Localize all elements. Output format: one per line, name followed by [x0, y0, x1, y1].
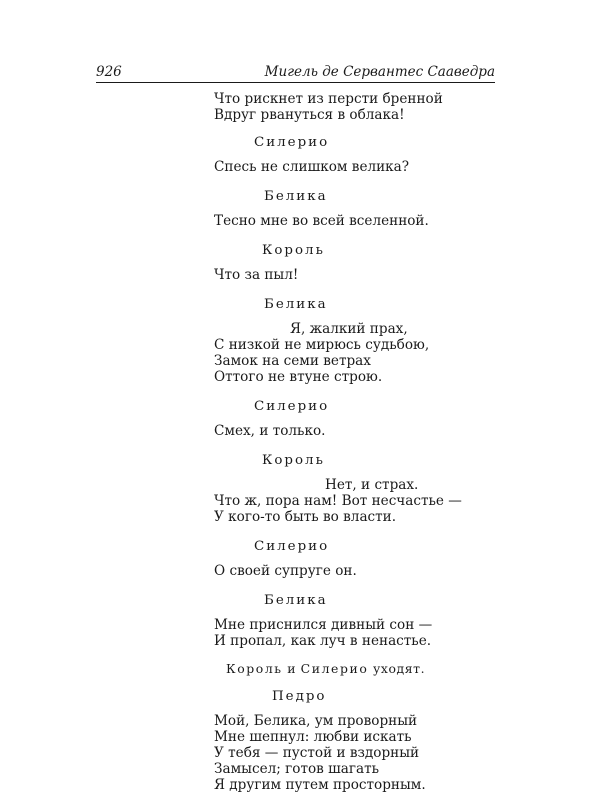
verse-line: Замысел; готов шагать: [214, 761, 380, 777]
verse-line: Что ж, пора нам! Вот несчастье —: [214, 493, 462, 509]
stage-direction: [226, 661, 504, 677]
verse-line: И пропал, как луч в ненастье.: [214, 633, 432, 649]
verse-line: Я другим путем просторным.: [214, 777, 426, 793]
verse-line: У кого-то быть во власти.: [214, 509, 397, 525]
page-header: [96, 64, 495, 84]
verse-line: Мой, Белика, ум проворный: [214, 713, 418, 729]
verse-line: Оттого не втуне строю.: [214, 369, 383, 385]
verse-line: О своей супруге он.: [214, 563, 357, 579]
verse-line: Замок на семи ветрах: [214, 353, 371, 369]
verse-line: Что рискнет из персти бренной: [214, 91, 443, 107]
verse-line: Что за пыл!: [214, 267, 299, 283]
running-title: Мигель де Сервантес Сааведра: [264, 64, 495, 80]
speaker-name: Силерио: [254, 135, 330, 150]
speaker-name: Силерио: [254, 399, 330, 414]
header-rule: [96, 82, 495, 83]
play-text: [214, 91, 504, 793]
stage-action: уходят.: [372, 661, 426, 676]
verse-line: Тесно мне во всей вселенной.: [214, 213, 429, 229]
verse-line: Вдруг рвануться в облака!: [214, 107, 405, 123]
verse-line: Мне шепнул: любви искать: [214, 729, 412, 745]
stage-speaker: Силерио: [300, 661, 369, 676]
verse-line: Мне приснился дивный сон —: [214, 617, 433, 633]
speaker-name: Король: [262, 243, 325, 258]
speaker-name: Силерио: [254, 539, 330, 554]
verse-line: С низкой не мирюсь судьбою,: [214, 337, 430, 353]
stage-speaker: Король: [226, 661, 283, 676]
verse-line: Спесь не слишком велика?: [214, 159, 410, 175]
verse-line: Нет, и страх.: [325, 477, 419, 493]
speaker-name: Белика: [264, 297, 328, 312]
speaker-name: Педро: [272, 689, 327, 704]
page-number: 926: [96, 64, 122, 80]
verse-line: Смех, и только.: [214, 423, 326, 439]
stage-conjunction: и: [287, 661, 297, 676]
verse-line: У тебя — пустой и вздорный: [214, 745, 420, 761]
speaker-name: Белика: [264, 593, 328, 608]
speaker-name: Белика: [264, 189, 328, 204]
speaker-name: Король: [262, 453, 325, 468]
verse-line: Я, жалкий прах,: [290, 321, 408, 337]
